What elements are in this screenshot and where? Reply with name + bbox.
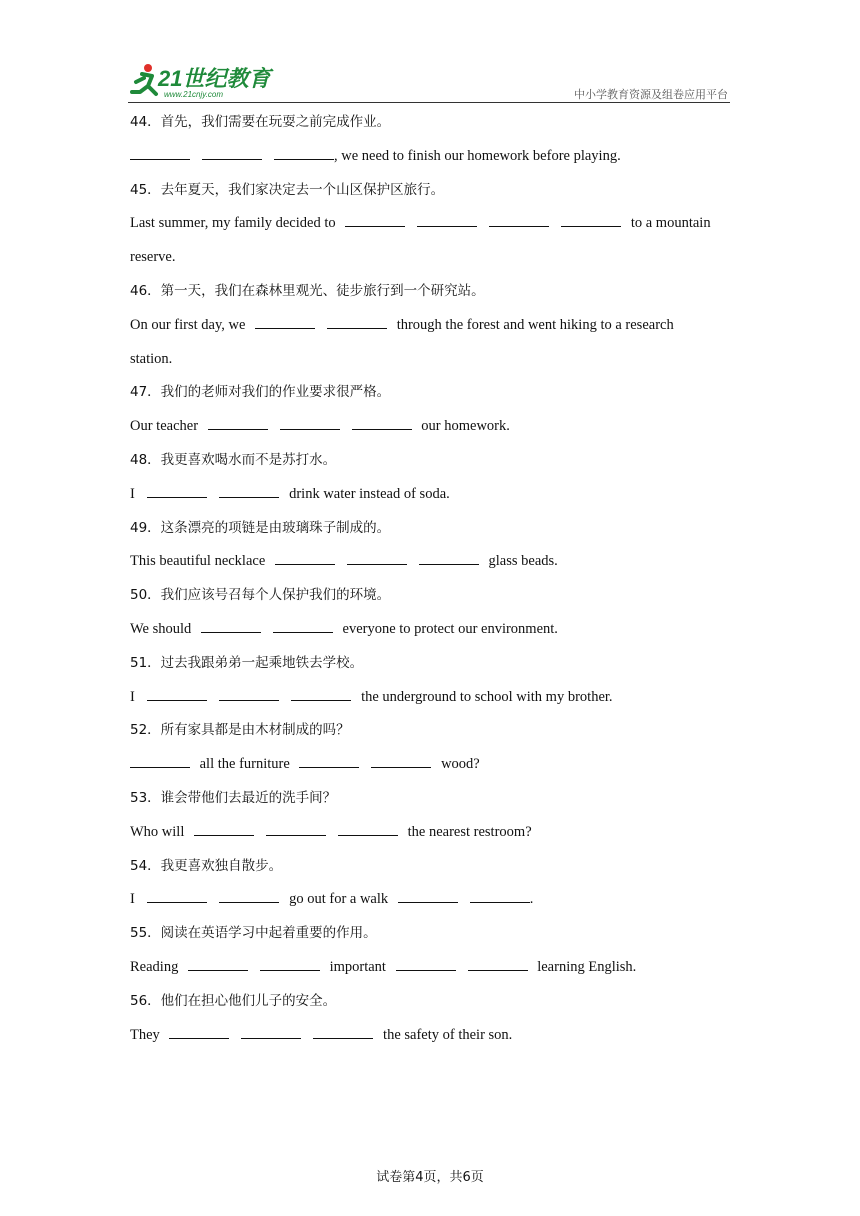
- answer-blank[interactable]: [201, 618, 261, 633]
- answer-blank[interactable]: [194, 821, 254, 836]
- question-48-cn: 48．我更喜欢喝水而不是苏打水。: [130, 451, 337, 468]
- sentence-text: Reading: [130, 958, 179, 975]
- question-49-cn: 49．这条漂亮的项链是由玻璃珠子制成的。: [130, 519, 391, 536]
- sentence-text: learning English.: [537, 958, 637, 975]
- question-45-en: [130, 209, 730, 243]
- sentence-text: the safety of their son.: [383, 1026, 513, 1043]
- question-50-cn: 50．我们应该号召每个人保护我们的环境。: [130, 587, 391, 604]
- sentence-text: Last summer, my family decided to: [130, 215, 336, 232]
- page-header: [128, 60, 730, 104]
- answer-blank[interactable]: [255, 314, 315, 329]
- answer-blank[interactable]: [470, 888, 530, 903]
- sentence-text: We should: [130, 620, 192, 637]
- question-46-en: [130, 311, 730, 345]
- question-56-cn: 56．他们在担心他们儿子的安全。: [130, 992, 337, 1009]
- platform-tagline: 中小学教育资源及组卷应用平台: [574, 88, 728, 101]
- answer-blank[interactable]: [291, 686, 351, 701]
- sentence-text: important: [329, 958, 386, 975]
- running-person-icon: [128, 62, 162, 102]
- answer-blank[interactable]: [147, 686, 207, 701]
- site-logo: [128, 62, 288, 102]
- logo-text: 21世纪教育: [158, 66, 271, 91]
- sentence-text: I: [130, 891, 135, 908]
- answer-blank[interactable]: [219, 686, 279, 701]
- question-46-cn: 46．第一天，我们在森林里观光、徒步旅行到一个研究站。: [130, 282, 485, 299]
- answer-blank[interactable]: [273, 618, 333, 633]
- question-54-en: [130, 885, 730, 919]
- sentence-text: through the forest and went hiking to a research: [396, 316, 674, 333]
- answer-blank[interactable]: [202, 145, 262, 160]
- answer-blank[interactable]: [398, 888, 458, 903]
- question-51-cn: 51．过去我跟弟弟一起乘地铁去学校。: [130, 654, 364, 671]
- answer-blank[interactable]: [338, 821, 398, 836]
- sentence-text: go out for a walk: [289, 891, 389, 908]
- logo-url: www.21cnjy.com: [164, 90, 223, 99]
- answer-blank[interactable]: [347, 550, 407, 565]
- question-list: [130, 108, 730, 1054]
- sentence-text: On our first day, we: [130, 316, 246, 333]
- question-54-cn: 54．我更喜欢独自散步。: [130, 857, 283, 874]
- question-50-en: [130, 615, 730, 649]
- answer-blank[interactable]: [313, 1024, 373, 1039]
- sentence-text: our homework.: [421, 418, 510, 435]
- sentence-text: Who will: [130, 823, 185, 840]
- sentence-text: I: [130, 688, 135, 705]
- answer-blank[interactable]: [130, 145, 190, 160]
- question-55-en: [130, 953, 730, 987]
- answer-blank[interactable]: [327, 314, 387, 329]
- answer-blank[interactable]: [266, 821, 326, 836]
- answer-blank[interactable]: [260, 956, 320, 971]
- answer-blank[interactable]: [275, 550, 335, 565]
- sentence-text: to a mountain: [630, 215, 711, 232]
- question-46-en-cont: station.: [130, 350, 173, 367]
- answer-blank[interactable]: [280, 415, 340, 430]
- answer-blank[interactable]: [468, 956, 528, 971]
- question-56-en: [130, 1021, 730, 1055]
- sentence-text: I: [130, 485, 135, 502]
- sentence-text: , we need to finish our homework before playing.: [334, 147, 621, 164]
- answer-blank[interactable]: [419, 550, 479, 565]
- question-52-cn: 52．所有家具都是由木材制成的吗？: [130, 722, 350, 739]
- question-53-cn: 53．谁会带他们去最近的洗手间？: [130, 789, 337, 806]
- sentence-text: This beautiful necklace: [130, 553, 266, 570]
- sentence-text: Our teacher: [130, 418, 199, 435]
- answer-blank[interactable]: [345, 212, 405, 227]
- question-55-cn: 55．阅读在英语学习中起着重要的作用。: [130, 925, 377, 942]
- sentence-text: They: [130, 1026, 160, 1043]
- question-51-en: [130, 683, 730, 717]
- answer-blank[interactable]: [241, 1024, 301, 1039]
- answer-blank[interactable]: [352, 415, 412, 430]
- answer-blank[interactable]: [489, 212, 549, 227]
- answer-blank[interactable]: [371, 753, 431, 768]
- answer-blank[interactable]: [147, 888, 207, 903]
- question-45-en-cont: reserve.: [130, 249, 176, 266]
- sentence-text: the nearest restroom?: [407, 823, 532, 840]
- answer-blank[interactable]: [396, 956, 456, 971]
- question-47-en: [130, 412, 730, 446]
- header-divider: [128, 102, 730, 103]
- sentence-text: all the furniture: [199, 756, 290, 773]
- sentence-text: wood?: [441, 756, 480, 773]
- question-53-en: [130, 818, 730, 852]
- question-45-cn: 45．去年夏天，我们家决定去一个山区保护区旅行。: [130, 181, 445, 198]
- sentence-text: drink water instead of soda.: [289, 485, 450, 502]
- question-52-en: [130, 750, 730, 784]
- answer-blank[interactable]: [208, 415, 268, 430]
- answer-blank[interactable]: [561, 212, 621, 227]
- answer-blank[interactable]: [417, 212, 477, 227]
- question-44-en: [130, 142, 730, 176]
- sentence-text: glass beads.: [488, 553, 558, 570]
- answer-blank[interactable]: [147, 483, 207, 498]
- sentence-text: everyone to protect our environment.: [342, 620, 558, 637]
- question-44-cn: 44．首先，我们需要在玩耍之前完成作业。: [130, 114, 391, 130]
- question-48-en: [130, 480, 730, 514]
- sentence-text: the underground to school with my brother.: [361, 688, 613, 705]
- answer-blank[interactable]: [219, 888, 279, 903]
- answer-blank[interactable]: [169, 1024, 229, 1039]
- answer-blank[interactable]: [130, 753, 190, 768]
- question-47-cn: 47．我们的老师对我们的作业要求很严格。: [130, 384, 391, 401]
- answer-blank[interactable]: [219, 483, 279, 498]
- question-49-en: [130, 547, 730, 581]
- answer-blank[interactable]: [299, 753, 359, 768]
- page-number: 试卷第4页，共6页: [376, 1170, 484, 1185]
- answer-blank[interactable]: [274, 145, 334, 160]
- sentence-text: .: [529, 891, 534, 908]
- answer-blank[interactable]: [188, 956, 248, 971]
